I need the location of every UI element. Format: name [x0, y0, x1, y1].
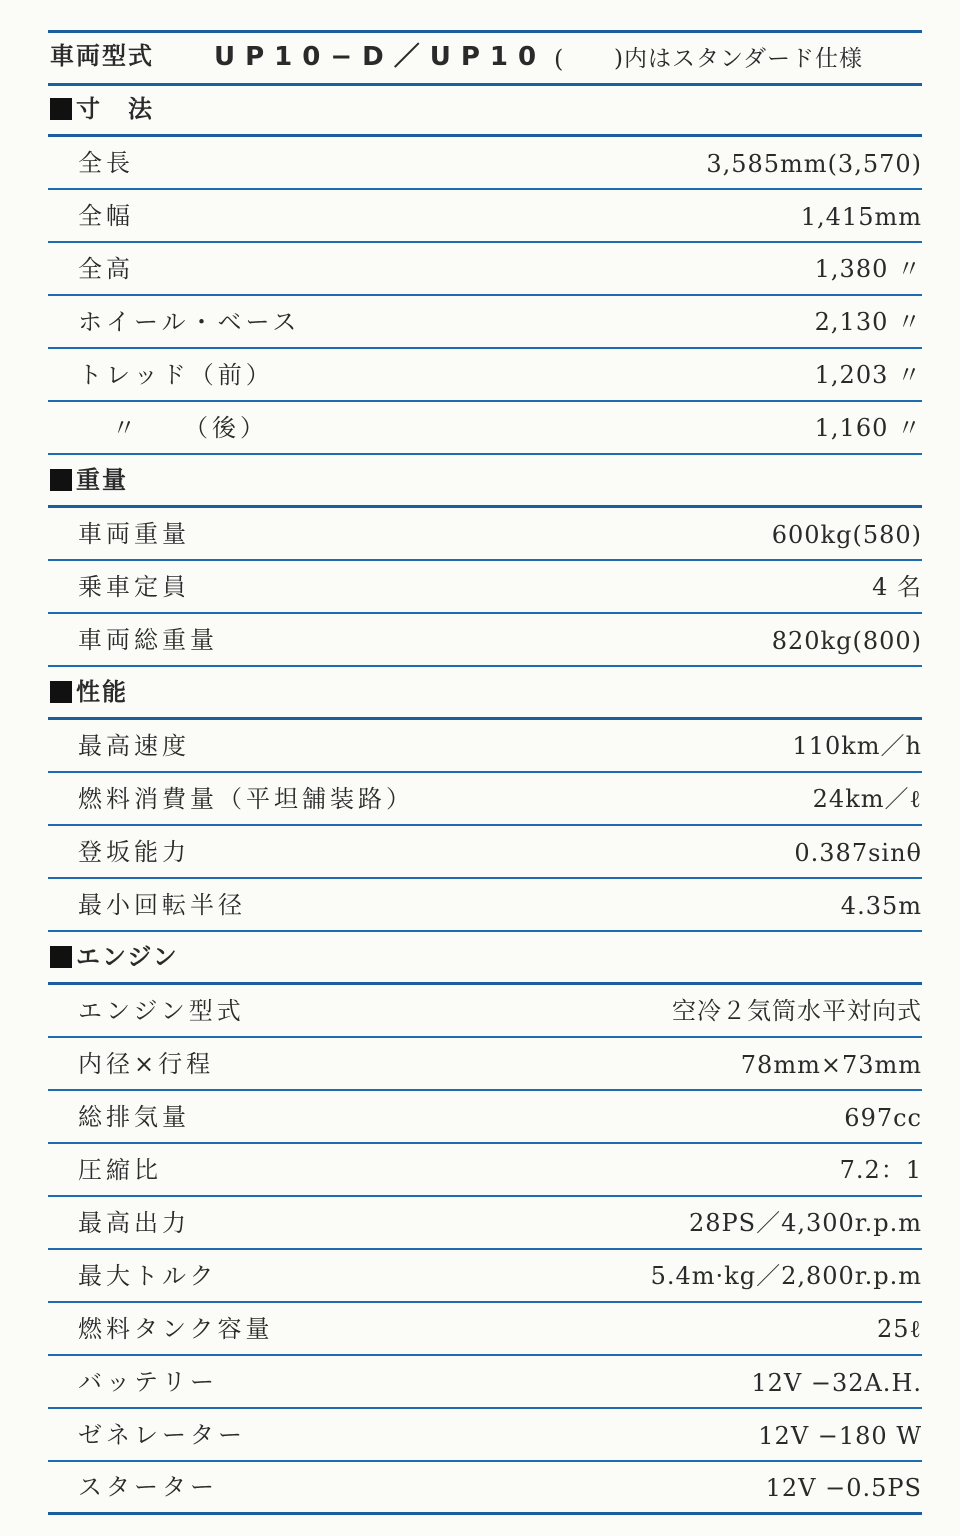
section-performance: [48, 667, 922, 720]
spec-label: トレッド（前）: [78, 361, 274, 389]
spec-label: バッテリー: [78, 1368, 218, 1396]
spec-label: 乗車定員: [78, 573, 190, 601]
spec-value: 0.387sinθ: [794, 839, 922, 867]
spec-label: ホイール・ベース: [78, 308, 301, 336]
section-title: 寸 法: [76, 95, 154, 123]
spec-value: 4.35m: [840, 892, 922, 920]
spec-label: 燃料消費量（平坦舗装路）: [78, 785, 414, 813]
spec-row: [48, 243, 922, 296]
model-name: UP10−D／UP10: [214, 42, 547, 72]
spec-value: 7.2：1: [839, 1156, 922, 1184]
spec-value: 1,203 〃: [814, 361, 922, 389]
section-marker-icon: [50, 469, 72, 491]
spec-value: 1,415mm: [800, 203, 922, 231]
spec-row: [48, 1462, 922, 1515]
section-title: エンジン: [76, 943, 179, 971]
section-dimensions: [48, 84, 922, 137]
spec-row: [48, 561, 922, 614]
spec-row: [48, 508, 922, 561]
spec-label: 最大トルク: [78, 1262, 218, 1290]
spec-label: 最高出力: [78, 1209, 190, 1237]
spec-row: [48, 190, 922, 243]
spec-row: [48, 296, 922, 349]
spec-row: [48, 1091, 922, 1144]
spec-row: [48, 349, 922, 402]
spec-row: [48, 720, 922, 773]
section-marker-icon: [50, 946, 72, 968]
spec-value: 空冷２気筒水平対向式: [672, 997, 922, 1025]
section-weight: [48, 455, 922, 508]
spec-row: [48, 402, 922, 455]
spec-value: 25ℓ: [876, 1315, 922, 1343]
spec-label: 全長: [78, 149, 134, 177]
spec-value: 24km／ℓ: [812, 785, 922, 813]
section-title: 重量: [76, 466, 128, 494]
spec-value: 12V −180 W: [758, 1422, 922, 1450]
spec-value: 2,130 〃: [814, 308, 922, 336]
section-marker-icon: [50, 98, 72, 120]
standard-note: )内はスタンダード仕様: [614, 46, 864, 72]
spec-value: 28PS／4,300r.p.m: [688, 1209, 922, 1237]
spec-value: 110km／h: [792, 732, 922, 760]
spec-label: 全幅: [78, 202, 134, 230]
spec-value: 5.4m·kg／2,800r.p.m: [650, 1262, 922, 1290]
spec-label: ゼネレーター: [78, 1421, 246, 1449]
spec-row: [48, 1038, 922, 1091]
spec-label: 総排気量: [78, 1103, 190, 1131]
spec-label: 車両総重量: [78, 626, 218, 654]
spec-value: 820kg(800): [771, 627, 922, 655]
spec-row: [48, 1144, 922, 1197]
spec-label: 最小回転半径: [78, 891, 246, 919]
spec-row: [48, 1356, 922, 1409]
model-label: 車両型式: [50, 42, 154, 70]
spec-label: 最高速度: [78, 732, 190, 760]
spec-value: 600kg(580): [771, 521, 922, 549]
spec-label: スターター: [78, 1473, 218, 1501]
spec-row: [48, 1303, 922, 1356]
section-marker-icon: [50, 681, 72, 703]
section-title: 性能: [76, 678, 128, 706]
spec-value: 1,380 〃: [814, 255, 922, 283]
note-paren: (: [554, 45, 564, 73]
spec-row: [48, 826, 922, 879]
spec-label: 車両重量: [78, 520, 190, 548]
spec-label: 燃料タンク容量: [78, 1315, 274, 1343]
spec-label: 内径×行程: [78, 1050, 215, 1078]
section-engine: [48, 932, 922, 985]
spec-value: 1,160 〃: [814, 414, 922, 442]
spec-value: 697cc: [844, 1104, 922, 1132]
spec-value: 3,585mm(3,570): [706, 150, 922, 178]
spec-value: 12V −32A.H.: [751, 1369, 922, 1397]
header-row: [48, 33, 922, 86]
spec-value: 12V −0.5PS: [765, 1474, 922, 1502]
spec-row: [48, 1409, 922, 1462]
spec-label: 圧縮比: [78, 1156, 162, 1184]
spec-row: [48, 773, 922, 826]
spec-row: [48, 985, 922, 1038]
spec-label: 〃 （後）: [112, 414, 268, 442]
spec-row: [48, 1197, 922, 1250]
spec-row: [48, 1250, 922, 1303]
spec-label: エンジン型式: [78, 997, 245, 1025]
spec-value: 4 名: [872, 573, 922, 601]
spec-row: [48, 614, 922, 667]
spec-label: 全高: [78, 255, 134, 283]
spec-row: [48, 879, 922, 932]
spec-row: [48, 137, 922, 190]
spec-label: 登坂能力: [78, 838, 190, 866]
spec-value: 78mm×73mm: [740, 1051, 922, 1079]
